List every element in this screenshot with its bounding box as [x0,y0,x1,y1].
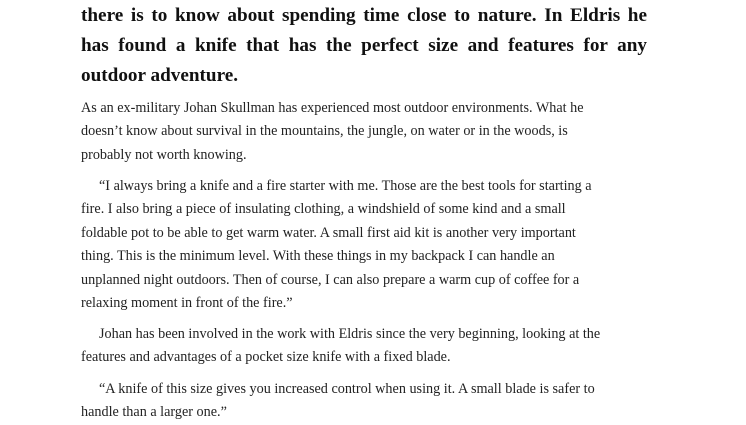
text-line: probably not worth knowing. [81,146,247,163]
body-paragraph-involvement [81,323,647,370]
text-line: relaxing moment in front of the fire.” [81,295,293,312]
text-line: Johan has been involved in the work with Eldris since the very beginning, looking at the [99,326,601,342]
text-line: As an ex-military Johan Skullman has experienced most outdoor environments. What he [81,100,584,116]
body-paragraph-quote-gear [81,175,647,315]
text-line: foldable pot to be able to get warm water. A small first aid kit is another very important [81,224,576,241]
body-paragraph-intro [81,97,647,167]
text-line: doesn’t know about survival in the mountains, the jungle, on water or in the woods, is [81,123,568,140]
body-paragraph-quote-control [81,378,647,425]
text-line: handle than a larger one.” [81,404,227,421]
lead-line: outdoor adventure. [81,65,239,86]
lead-line: has found a knife that has the perfect size and features for any [81,35,647,56]
lead-line: there is to know about spending time close to nature. In Eldris he [81,5,647,26]
text-line: fire. I also bring a piece of insulating clothing, a windshield of some kind and a small [81,201,566,218]
text-line: unplanned night outdoors. Then of course, I can also prepare a warm cup of coffee for a [81,271,580,288]
text-line: “A knife of this size gives you increased control when using it. A small blade is safer to [99,381,595,397]
article-page [81,0,647,421]
text-line: thing. This is the minimum level. With these things in my backpack I can handle an [81,248,555,265]
text-line: features and advantages of a pocket size knife with a fixed blade. [81,349,451,366]
lead-paragraph [81,0,647,91]
text-line: “I always bring a knife and a fire starter with me. Those are the best tools for starting a [99,178,592,194]
